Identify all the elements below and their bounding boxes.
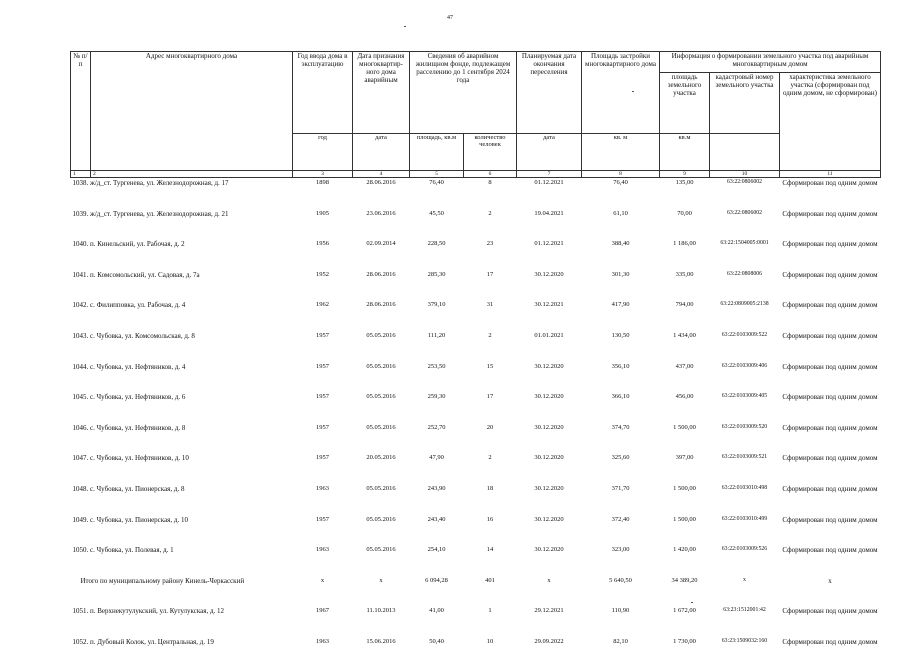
cell-cadastral: 63:22:0809005:2138	[720, 301, 769, 308]
cell-land-char: Сформирован под одним домом	[782, 393, 878, 402]
unit-sqm2: кв.м	[660, 134, 710, 171]
cell-cadastral: 63:22:0103009:522	[721, 331, 768, 338]
cell-people: 10	[486, 637, 494, 645]
cell-cadastral: x	[743, 576, 746, 583]
cell-land-area: 1 434,00	[673, 331, 696, 339]
cell-address: 1048. с. Чубовка, ул. Пионерская, д. 8	[72, 484, 185, 493]
cell-address: 1050. с. Чубовка, ул. Полевая, д. 1	[72, 546, 174, 555]
cell-land-char: Сформирован под одним домом	[782, 546, 878, 555]
cell-planned-date: 30.12.2020	[534, 484, 564, 492]
cell-land-area: 1 420,00	[673, 546, 696, 554]
cell-people: 2	[488, 454, 492, 462]
header-recognition-date: Дата признания многоквартир-ного дома аварийным	[353, 52, 410, 134]
cell-land-area: 456,00	[675, 393, 694, 401]
cell-address: 1051. п. Верхнекутулукский, ул. Кутулукская, д. 12	[72, 607, 225, 616]
table-row	[71, 423, 881, 454]
cell-built-area: 130,50	[611, 331, 630, 339]
cell-address: 1040. п. Кинельский, ул. Рабочая, д. 2	[72, 240, 185, 249]
cell-people: 15	[486, 362, 494, 370]
cell-land-area: 1 500,00	[673, 423, 696, 431]
cell-cadastral: 63:22:0806002	[726, 209, 763, 216]
cell-land-char: Сформирован под одним домом	[782, 484, 878, 493]
cell-address: 1045. с. Чубовка, ул. Нефтяников, д. 6	[72, 393, 186, 402]
cell-land-char: Сформирован под одним домом	[782, 179, 878, 187]
cell-land-char: Сформирован под одним домом	[782, 454, 878, 463]
cell-planned-date: 30.12.2020	[534, 454, 564, 462]
col-number: 11	[780, 171, 881, 178]
header-emergency-info: Сведения об аварийном жилищном фонде, подлежащем расселению до 1 сентября 2024 года	[410, 52, 517, 134]
cell-address: 1038. ж/д_ст. Тургенева, ул. Железнодорожная, д. 17	[72, 179, 229, 187]
cell-address: 1044. с. Чубовка, ул. Нефтяников, д. 4	[72, 362, 186, 371]
table-row	[71, 178, 881, 209]
cell-land-area: 135,00	[675, 179, 694, 186]
header-num: № п/п	[71, 52, 91, 171]
cell-year: 1957	[316, 393, 329, 401]
cell-land-area: 1 672,00	[673, 607, 696, 615]
header-built-area: Площадь застройки многоквартирного дома	[582, 52, 660, 134]
cell-people: 20	[486, 423, 494, 431]
table-row	[71, 300, 881, 331]
cell-area: 111,20	[427, 331, 446, 339]
cell-land-area: 34 389,20	[671, 576, 698, 584]
cell-land-char: x	[828, 576, 832, 585]
cell-recognition-date: 28.06.2016	[366, 301, 396, 309]
cell-land-char: Сформирован под одним домом	[782, 301, 878, 310]
cell-area: 6 094,28	[425, 576, 448, 584]
cell-year: 1905	[316, 209, 329, 217]
col-number: 3	[293, 171, 353, 178]
cell-land-area: 70,00	[677, 209, 692, 217]
cell-built-area: 5 640,50	[609, 576, 632, 584]
cell-recognition-date: 15.06.2016	[366, 637, 396, 645]
cell-land-char: Сформирован под одним домом	[782, 331, 878, 340]
cell-people: 2	[488, 331, 492, 339]
cell-people: 8	[488, 179, 492, 186]
cell-year: 1962	[316, 301, 329, 309]
cell-year: 1957	[316, 362, 329, 370]
table-row	[71, 209, 881, 240]
cell-planned-date: 29.12.2021	[534, 607, 564, 615]
unit-sqm: кв. м	[582, 134, 660, 171]
col-number: 6	[464, 171, 517, 178]
cell-built-area: 366,10	[611, 393, 630, 401]
cell-people: 14	[486, 546, 494, 554]
cell-cadastral: 63:22:0806002	[726, 179, 763, 185]
col-number: 4	[353, 171, 410, 178]
col-number: 10	[710, 171, 780, 178]
cell-recognition-date: 02.09.2014	[366, 240, 396, 248]
cell-planned-date: x	[547, 576, 551, 584]
cell-planned-date: 30.12.2020	[534, 362, 564, 370]
cell-recognition-date: 28.06.2016	[366, 179, 396, 186]
cell-planned-date: 01.12.2021	[534, 240, 564, 248]
cell-year: 1898	[316, 179, 329, 186]
cell-area: 50,40	[429, 637, 444, 645]
cell-land-char: Сформирован под одним домом	[782, 515, 878, 524]
cell-address: 1042. с. Филипповка, ул. Рабочая, д. 4	[72, 301, 186, 310]
cell-cadastral: 63:22:0103009:406	[721, 362, 768, 369]
cell-recognition-date: 20.05.2016	[366, 454, 396, 462]
cell-address: Итого по муниципальному району Кинель-Черкасский	[80, 576, 245, 585]
col-number: 8	[582, 171, 660, 178]
cell-area: 285,30	[427, 270, 446, 278]
cell-land-char: Сформирован под одним домом	[782, 240, 878, 249]
cell-built-area: 371,70	[611, 484, 630, 492]
cell-land-char: Сформирован под одним домом	[782, 270, 878, 279]
table-row	[71, 270, 881, 301]
cell-cadastral: 63:22:0103009:520	[721, 423, 768, 430]
cell-land-area: 1 500,00	[673, 515, 696, 523]
cell-planned-date: 29.09.2022	[534, 637, 564, 645]
unit-people: количество человек	[464, 134, 517, 171]
cell-cadastral: 63:22:0808006	[726, 270, 763, 277]
cell-recognition-date: x	[379, 576, 383, 584]
cell-address: 1039. ж/д_ст. Тургенева, ул. Железнодорожная, д. 21	[72, 209, 229, 218]
cell-planned-date: 30.12.2021	[534, 301, 564, 309]
cell-land-char: Сформирован под одним домом	[782, 637, 878, 646]
total-row	[71, 576, 881, 607]
header-land-info: Информация о формировании земельного участка под аварийным многоквартирным домом	[660, 52, 881, 73]
cell-people: 2	[488, 209, 492, 217]
table-row	[71, 331, 881, 362]
cell-land-area: 397,00	[675, 454, 694, 462]
cell-year: 1957	[316, 331, 329, 339]
cell-land-char: Сформирован под одним домом	[782, 607, 878, 616]
cell-built-area: 76,40	[613, 179, 628, 186]
header-year: Год ввода дома в эксплуатацию	[293, 52, 353, 134]
cell-built-area: 301,30	[611, 270, 630, 278]
header-address: Адрес многоквартирного дома	[91, 52, 293, 171]
table-body	[71, 178, 881, 668]
cell-address: 1052. п. Дубовый Колок, ул. Центральная, д. 19	[72, 637, 214, 646]
cell-recognition-date: 05.05.2016	[366, 423, 396, 431]
table-row	[71, 453, 881, 484]
cell-recognition-date: 11.10.2013	[366, 607, 396, 615]
cell-recognition-date: 23.06.2016	[366, 209, 396, 217]
cell-built-area: 61,10	[613, 209, 628, 217]
col-number: 9	[660, 171, 710, 178]
header-land-area: площадь земельного участка	[660, 73, 710, 134]
cell-year: 1967	[316, 607, 329, 615]
cell-built-area: 110,90	[611, 607, 630, 615]
cell-cadastral: 63:22:0103009:526	[721, 546, 768, 553]
cell-cadastral: 63:23:1512001:42	[723, 607, 766, 614]
cell-land-char: Сформирован под одним домом	[782, 423, 878, 432]
cell-people: 17	[486, 393, 494, 401]
cell-cadastral: 63:22:0103010:499	[721, 515, 768, 522]
cell-recognition-date: 05.05.2016	[366, 515, 396, 523]
col-number: 1	[71, 171, 91, 178]
cell-land-area: 1 500,00	[673, 484, 696, 492]
table-row	[71, 239, 881, 270]
cell-address: 1047. с. Чубовка, ул. Нефтяников, д. 10	[72, 454, 189, 463]
cell-cadastral: 63:22:1504005:0001	[720, 240, 769, 247]
cell-built-area: 374,70	[611, 423, 630, 431]
table-row	[71, 362, 881, 393]
cell-built-area: 372,40	[611, 515, 630, 523]
cell-land-char: Сформирован под одним домом	[782, 362, 878, 371]
unit-cadastral-empty	[710, 134, 780, 171]
cell-area: 76,40	[429, 179, 444, 186]
cell-year: 1956	[316, 240, 329, 248]
cell-recognition-date: 05.05.2016	[366, 393, 396, 401]
cell-year: 1957	[316, 454, 329, 462]
cell-area: 47,90	[429, 454, 444, 462]
cell-area: 252,70	[427, 423, 446, 431]
cell-recognition-date: 05.05.2016	[366, 331, 396, 339]
cell-area: 41,00	[429, 607, 444, 615]
cell-area: 243,90	[427, 484, 446, 492]
header-planned-date: Планируемая дата окончания переселения	[517, 52, 582, 134]
cell-built-area: 323,00	[611, 546, 630, 554]
cell-built-area: 325,60	[611, 454, 630, 462]
page-number: 47	[447, 15, 453, 21]
cell-area: 379,10	[427, 301, 446, 309]
cell-year: x	[320, 576, 325, 584]
cell-people: 16	[486, 515, 494, 523]
cell-year: 1952	[316, 270, 329, 278]
cell-built-area: 82,10	[613, 637, 628, 645]
cell-year: 1963	[316, 484, 329, 492]
cell-recognition-date: 05.05.2016	[366, 484, 396, 492]
cell-planned-date: 19.04.2021	[534, 209, 564, 217]
cell-recognition-date: 05.05.2016	[366, 362, 396, 370]
cell-planned-date: 30.12.2020	[534, 423, 564, 431]
cell-people: 401	[485, 576, 495, 584]
cell-planned-date: 30.12.2020	[534, 270, 564, 278]
scan-speck	[404, 26, 406, 27]
table-row	[71, 392, 881, 423]
cell-planned-date: 30.12.2020	[534, 393, 564, 401]
cell-planned-date: 01.01.2021	[534, 331, 564, 339]
cell-area: 259,30	[427, 393, 446, 401]
cell-cadastral: 63:23:1509032:160	[721, 637, 768, 644]
cell-people: 31	[486, 301, 494, 309]
table-row	[71, 637, 881, 668]
cell-land-area: 1 730,00	[673, 637, 696, 645]
unit-date2: дата	[517, 134, 582, 171]
cell-recognition-date: 28.06.2016	[366, 270, 396, 278]
housing-table	[70, 51, 881, 668]
cell-year: 1957	[316, 515, 329, 523]
cell-recognition-date: 05.05.2016	[366, 546, 396, 554]
cell-address: 1043. с. Чубовка, ул. Комсомольская, д. 8	[72, 331, 195, 340]
table-row	[71, 515, 881, 546]
cell-area: 253,50	[427, 362, 446, 370]
cell-year: 1963	[316, 546, 329, 554]
unit-date: дата	[353, 134, 410, 171]
cell-people: 18	[486, 484, 494, 492]
cell-land-area: 794,00	[675, 301, 694, 309]
cell-built-area: 417,90	[611, 301, 630, 309]
table-row	[71, 484, 881, 515]
col-number: 7	[517, 171, 582, 178]
cell-planned-date: 01.12.2021	[534, 179, 564, 186]
cell-land-area: 1 186,00	[673, 240, 696, 248]
unit-year: год	[293, 134, 353, 171]
header-cadastral: кадастровый номер земельного участка	[710, 73, 780, 134]
cell-address: 1041. п. Комсомольский, ул. Садовая, д. 7а	[72, 270, 200, 279]
header-land-char: характеристика земельного участка (сформирован под одним домом, не сформирован)	[780, 73, 881, 171]
cell-address: 1049. с. Чубовка, ул. Пионерская, д. 10	[72, 515, 188, 524]
cell-year: 1957	[316, 423, 329, 431]
cell-land-area: 335,00	[675, 270, 694, 278]
cell-area: 243,40	[427, 515, 446, 523]
cell-cadastral: 63:22:0103010:498	[721, 484, 768, 491]
cell-built-area: 388,40	[611, 240, 630, 248]
cell-address: 1046. с. Чубовка, ул. Нефтяников, д. 8	[72, 423, 186, 432]
table-row	[71, 545, 881, 576]
cell-people: 17	[486, 270, 494, 278]
cell-year: 1963	[316, 637, 329, 645]
cell-area: 254,10	[427, 546, 446, 554]
cell-people: 1	[488, 607, 492, 615]
col-number: 2	[91, 171, 293, 178]
cell-area: 45,50	[429, 209, 444, 217]
table-row	[71, 606, 881, 637]
cell-cadastral: 63:22:0103009:405	[721, 393, 768, 400]
cell-people: 23	[486, 240, 494, 248]
cell-planned-date: 30.12.2020	[534, 546, 564, 554]
cell-land-char: Сформирован под одним домом	[782, 209, 878, 218]
cell-built-area: 356,10	[611, 362, 630, 370]
cell-area: 228,50	[427, 240, 446, 248]
cell-cadastral: 63:22:0103009:521	[721, 454, 768, 461]
unit-area: площадь, кв.м	[410, 134, 464, 171]
cell-land-area: 437,00	[675, 362, 694, 370]
cell-planned-date: 30.12.2020	[534, 515, 564, 523]
col-number: 5	[410, 171, 464, 178]
